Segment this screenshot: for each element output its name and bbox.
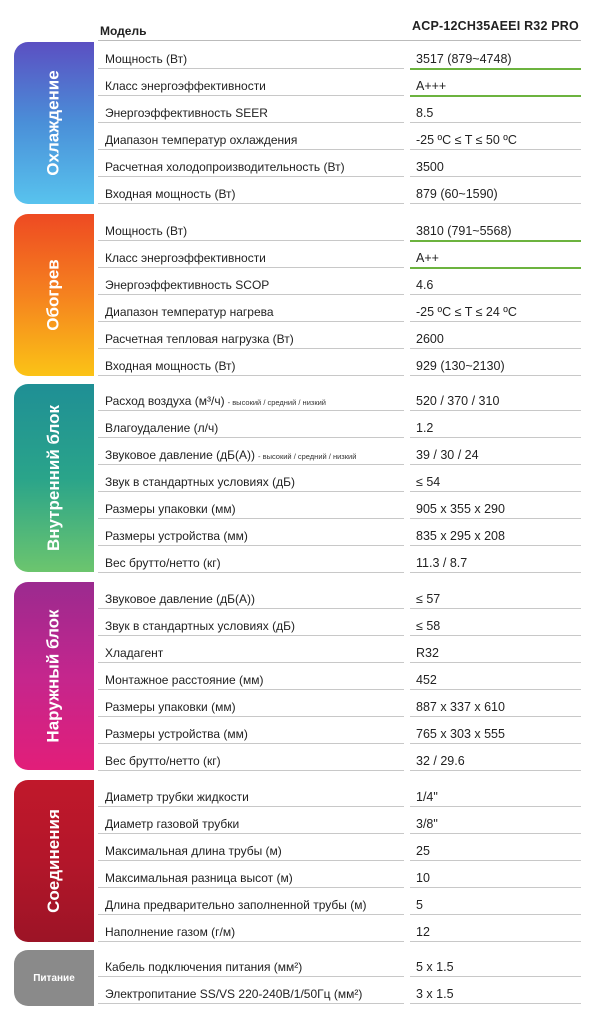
section-title: Наружный блок	[44, 609, 63, 743]
table-header	[0, 0, 595, 40]
spec-row	[98, 268, 581, 295]
spec-label	[105, 817, 239, 831]
spec-label-text: Монтажное расстояние (мм)	[105, 673, 264, 687]
section-outdoor-unit	[0, 582, 595, 771]
row-divider	[98, 203, 404, 204]
spec-row	[98, 861, 581, 888]
spec-value: ≤ 57	[416, 592, 441, 606]
spec-label	[105, 187, 236, 201]
spec-label	[105, 754, 221, 768]
spec-row	[98, 690, 581, 717]
spec-row	[98, 349, 581, 376]
spec-row	[98, 42, 581, 69]
row-divider	[98, 770, 404, 771]
spec-label	[105, 502, 236, 516]
spec-row	[98, 96, 581, 123]
spec-label-note: - высокий / средний / низкий	[258, 452, 357, 461]
spec-label-text: Наполнение газом (г/м)	[105, 925, 236, 939]
header-divider	[98, 40, 581, 41]
spec-value: 39 / 30 / 24	[416, 448, 479, 462]
section-connections	[0, 780, 595, 942]
spec-label	[105, 925, 235, 939]
spec-row	[98, 123, 581, 150]
spec-value: 520 / 370 / 310	[416, 394, 500, 408]
spec-label-text: Класс энергоэффективности	[105, 251, 266, 265]
spec-value: 1.2	[416, 421, 434, 435]
spec-label-text: Максимальная разница высот (м)	[105, 871, 293, 885]
spec-label	[105, 727, 248, 741]
section-tab-cooling	[14, 42, 94, 204]
spec-row	[98, 780, 581, 807]
spec-row	[98, 717, 581, 744]
spec-row	[98, 744, 581, 771]
row-divider	[410, 375, 581, 376]
spec-label	[105, 898, 366, 912]
section-tab-power	[14, 950, 94, 1006]
spec-label-text: Энергоэффективность SCOP	[105, 278, 270, 292]
spec-label	[105, 52, 187, 66]
spec-value: A+++	[416, 79, 447, 93]
spec-row	[98, 915, 581, 942]
spec-value: 3 x 1.5	[416, 987, 454, 1001]
spec-value: 3500	[416, 160, 444, 174]
spec-label-text: Хладагент	[105, 646, 164, 660]
spec-row	[98, 177, 581, 204]
spec-value: 765 x 303 x 555	[416, 727, 505, 741]
row-divider	[410, 572, 581, 573]
spec-value: 887 x 337 x 610	[416, 700, 505, 714]
spec-value: 929 (130~2130)	[416, 359, 505, 373]
spec-value: A++	[416, 251, 439, 265]
spec-label-text: Размеры устройства (мм)	[105, 727, 248, 741]
spec-label	[105, 844, 282, 858]
spec-label	[105, 646, 163, 660]
spec-label-text: Расчетная тепловая нагрузка (Вт)	[105, 332, 294, 346]
spec-label-text: Входная мощность (Вт)	[105, 187, 236, 201]
spec-value: 1/4"	[416, 790, 438, 804]
spec-row	[98, 150, 581, 177]
spec-value: 3517 (879~4748)	[416, 52, 512, 66]
spec-label-text: Максимальная длина трубы (м)	[105, 844, 282, 858]
section-title: Питание	[33, 972, 75, 984]
section-tab-connections	[14, 780, 94, 942]
row-divider	[410, 770, 581, 771]
spec-label-text: Звук в стандартных условиях (дБ)	[105, 475, 295, 489]
model-label: Модель	[100, 24, 147, 38]
spec-label-text: Расчетная холодопроизводительность (Вт)	[105, 160, 345, 174]
spec-value: 5	[416, 898, 423, 912]
row-divider	[98, 1003, 404, 1004]
spec-label	[105, 790, 249, 804]
section-power	[0, 950, 595, 1004]
spec-label-text: Звук в стандартных условиях (дБ)	[105, 619, 295, 633]
spec-label	[105, 987, 362, 1001]
spec-row	[98, 69, 581, 96]
section-indoor-unit	[0, 384, 595, 573]
spec-label-text: Звуковое давление (дБ(А))	[105, 592, 255, 606]
spec-label	[105, 133, 297, 147]
spec-label-text: Размеры устройства (мм)	[105, 529, 248, 543]
spec-label-text: Входная мощность (Вт)	[105, 359, 236, 373]
spec-label	[105, 960, 302, 974]
spec-row	[98, 322, 581, 349]
row-divider	[410, 203, 581, 204]
spec-row	[98, 888, 581, 915]
spec-row	[98, 546, 581, 573]
spec-row	[98, 950, 581, 977]
spec-label-text: Размеры упаковки (мм)	[105, 502, 236, 516]
spec-label	[105, 448, 356, 462]
spec-value: 10	[416, 871, 430, 885]
spec-label	[105, 160, 345, 174]
spec-row	[98, 411, 581, 438]
spec-label	[105, 224, 187, 238]
section-tab-heating	[14, 214, 94, 376]
spec-value: 3/8"	[416, 817, 438, 831]
spec-label	[105, 421, 218, 435]
spec-row	[98, 582, 581, 609]
spec-label	[105, 332, 294, 346]
section-title: Внутренний блок	[44, 404, 64, 552]
spec-value: -25 ºC ≤ T ≤ 50 ºC	[416, 133, 517, 147]
spec-label-text: Размеры упаковки (мм)	[105, 700, 236, 714]
spec-value: 3810 (791~5568)	[416, 224, 512, 238]
spec-row	[98, 465, 581, 492]
spec-row	[98, 609, 581, 636]
spec-label-text: Расход воздуха (м³/ч)	[105, 394, 225, 408]
model-name: ACP-12CH35AEEI R32 PRO	[412, 19, 579, 33]
spec-label	[105, 278, 269, 292]
spec-value: ≤ 58	[416, 619, 441, 633]
spec-label	[105, 871, 293, 885]
spec-label	[105, 359, 236, 373]
spec-value: 835 x 295 x 208	[416, 529, 505, 543]
spec-label-text: Класс энергоэффективности	[105, 79, 266, 93]
spec-label	[105, 305, 274, 319]
section-title: Соединения	[44, 809, 63, 913]
spec-row	[98, 977, 581, 1004]
spec-label	[105, 529, 248, 543]
section-title: Обогрев	[43, 259, 63, 331]
spec-value: 5 x 1.5	[416, 960, 454, 974]
spec-value: -25 ºC ≤ T ≤ 24 ºC	[416, 305, 517, 319]
spec-row	[98, 214, 581, 241]
spec-value: ≤ 54	[416, 475, 441, 489]
spec-label	[105, 251, 266, 265]
spec-label-text: Кабель подключения питания (мм²)	[105, 960, 303, 974]
spec-label	[105, 592, 255, 606]
row-divider	[410, 941, 581, 942]
spec-label	[105, 700, 236, 714]
spec-label-text: Влагоудаление (л/ч)	[105, 421, 219, 435]
spec-label-text: Звуковое давление (дБ(А))	[105, 448, 255, 462]
spec-label-text: Энергоэффективность SEER	[105, 106, 268, 120]
spec-label	[105, 79, 266, 93]
spec-label	[105, 394, 326, 408]
spec-label-text: Вес брутто/нетто (кг)	[105, 754, 221, 768]
section-tab-outdoor-unit	[14, 582, 94, 770]
spec-row	[98, 807, 581, 834]
spec-label	[105, 475, 295, 489]
spec-label	[105, 556, 221, 570]
row-divider	[98, 572, 404, 573]
spec-row	[98, 834, 581, 861]
spec-label-text: Диапазон температур нагрева	[105, 305, 274, 319]
section-cooling	[0, 42, 595, 204]
spec-value: R32	[416, 646, 439, 660]
spec-label-text: Мощность (Вт)	[105, 224, 188, 238]
row-divider	[410, 1003, 581, 1004]
spec-row	[98, 241, 581, 268]
spec-label-text: Вес брутто/нетто (кг)	[105, 556, 221, 570]
spec-label-text: Диаметр газовой трубки	[105, 817, 240, 831]
section-tab-indoor-unit	[14, 384, 94, 572]
spec-row	[98, 519, 581, 546]
spec-row	[98, 492, 581, 519]
row-divider	[98, 375, 404, 376]
row-divider	[98, 941, 404, 942]
spec-row	[98, 663, 581, 690]
spec-value: 4.6	[416, 278, 434, 292]
spec-label-note: - высокий / средний / низкий	[227, 398, 326, 407]
spec-value: 879 (60~1590)	[416, 187, 498, 201]
spec-value: 12	[416, 925, 430, 939]
spec-label-text: Диапазон температур охлаждения	[105, 133, 298, 147]
spec-label-text: Диаметр трубки жидкости	[105, 790, 249, 804]
spec-value: 32 / 29.6	[416, 754, 465, 768]
spec-value: 11.3 / 8.7	[416, 556, 468, 570]
spec-label-text: Электропитание SS/VS 220-240В/1/50Гц (мм²)	[105, 987, 363, 1001]
spec-label	[105, 106, 268, 120]
spec-label-text: Длина предварительно заполненной трубы (м)	[105, 898, 367, 912]
spec-row	[98, 636, 581, 663]
spec-row	[98, 384, 581, 411]
spec-value: 25	[416, 844, 430, 858]
spec-row	[98, 438, 581, 465]
spec-value: 2600	[416, 332, 444, 346]
spec-label	[105, 619, 295, 633]
spec-label-text: Мощность (Вт)	[105, 52, 188, 66]
section-title: Охлаждение	[44, 70, 63, 176]
section-heating	[0, 214, 595, 376]
spec-value: 8.5	[416, 106, 434, 120]
spec-value: 452	[416, 673, 437, 687]
spec-label	[105, 673, 264, 687]
spec-value: 905 x 355 x 290	[416, 502, 505, 516]
spec-row	[98, 295, 581, 322]
